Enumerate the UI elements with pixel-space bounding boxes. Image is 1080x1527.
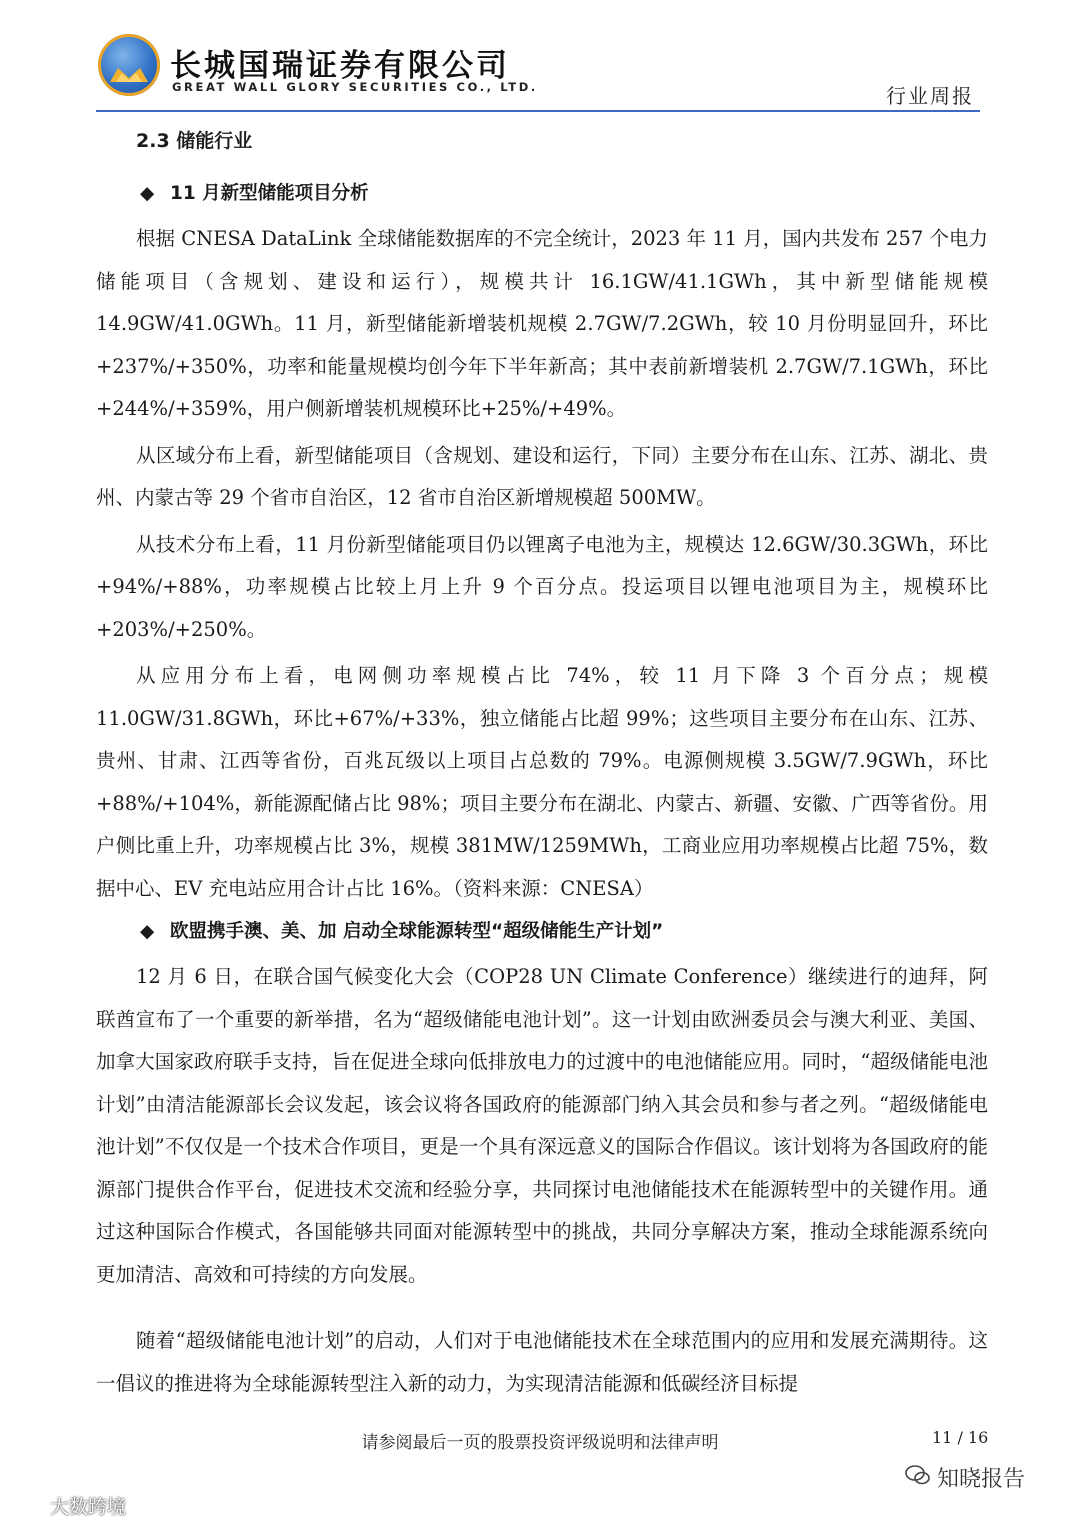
section-title: 2.3 储能行业 [136, 130, 253, 152]
footer-disclaimer: 请参阅最后一页的股票投资评级说明和法律声明 [361, 1433, 719, 1453]
header-divider [96, 110, 980, 112]
page-header [0, 0, 1080, 120]
company-name-cn: 长城国瑞证券有限公司 [170, 48, 510, 84]
diamond-bullet-icon: ◆ [140, 183, 155, 204]
watermark-right [905, 1462, 1025, 1493]
wechat-icon [905, 1464, 931, 1492]
subhead-eu-plan [140, 916, 988, 948]
paragraph: 从技术分布上看，11 月份新型储能项目仍以锂离子电池为主，规模达 12.6GW/30.3GWh，环比+94%/+88%，功率规模占比较上月上升 9 个百分点。投运项目以锂电池项目为主，规模环比+203%/+250%。 [96, 532, 988, 641]
company-name-en: GREAT WALL GLORY SECURITIES CO., LTD. [172, 80, 538, 94]
brand-mark-icon [14, 1495, 44, 1518]
subhead-storage-projects [140, 178, 988, 210]
logo-emblem-icon [108, 64, 150, 84]
subhead-title: 11 月新型储能项目分析 [170, 183, 369, 204]
watermark-text: 大数跨境 [50, 1496, 127, 1518]
paragraph: 从应用分布上看，电网侧功率规模占比 74%，较 11 月下降 3 个百分点；规模 11.0GW/31.8GWh，环比+67%/+33%，独立储能占比超 99%；这些项目主要分布在山东、江苏、贵州、甘肃、江西等省份，百兆瓦级以上项目占总数的 79%。电源侧规模 3.5GW/7.9GWh，环比+88%/+104%，新能源配储占比 98%；项目主要分布在湖北、内蒙古、新疆、安徽、广西等省份。用户侧比重上升，功率规模占比 3%，规模 381MW/1259MWh，工商业应用功率规模占比超 75%，数据中心、EV 充电站应用合计占比 16%。（资料来源：CNESA） [96, 664, 988, 900]
paragraph: 12 月 6 日，在联合国气候变化大会（COP28 UN Climate Conference）继续进行的迪拜，阿联酋宣布了一个重要的新举措，名为“超级储能电池计划”。这一计划由欧洲委员会与澳大利亚、美国、加拿大国家政府联手支持，旨在促进全球向低排放电力的过渡中的电池储能应用。同时，“超级储能电池计划”由清洁能源部长会议发起，该会议将各国政府的能源部门纳入其会员和参与者之列。“超级储能电池计划”不仅仅是一个技术合作项目，更是一个具有深远意义的国际合作倡议。该计划将为各国政府的能源部门提供合作平台，促进技术交流和经验分享，共同探讨电池储能技术在能源转型中的关键作用。通过这种国际合作模式，各国能够共同面对能源转型中的挑战，共同分享解决方案，推动全球能源系统向更加清洁、高效和可持续的方向发展。 [96, 965, 988, 1286]
company-logo [98, 34, 160, 96]
watermark-left [14, 1492, 126, 1519]
paragraph: 根据 CNESA DataLink 全球储能数据库的不完全统计，2023 年 11 月，国内共发布 257 个电力储能项目（含规划、建设和运行），规模共计 16.1GW/41.1GWh，其中新型储能规模 14.9GW/41.0GWh。11 月，新型储能新增装机规模 2.7GW/7.2GWh，较 10 月份明显回升，环比+237%/+350%，功率和能量规模均创今年下半年新高；其中表前新增装机 2.7GW/7.1GWh，环比+244%/+359%，用户侧新增装机规模环比+25%/+49%。 [96, 227, 988, 420]
page-content [96, 116, 988, 1405]
report-type: 行业周报 [886, 84, 974, 108]
diamond-bullet-icon: ◆ [140, 921, 155, 942]
page-number: 11 / 16 [932, 1428, 989, 1447]
paragraph: 从区域分布上看，新型储能项目（含规划、建设和运行，下同）主要分布在山东、江苏、湖北、贵州、内蒙古等 29 个省市自治区，12 省市自治区新增规模超 500MW。 [96, 443, 988, 509]
paragraph: 随着“超级储能电池计划”的启动，人们对于电池储能技术在全球范围内的应用和发展充满期待。这一倡议的推进将为全球能源转型注入新的动力，为实现清洁能源和低碳经济目标提 [96, 1329, 988, 1395]
subhead-title: 欧盟携手澳、美、加 启动全球能源转型“超级储能生产计划” [170, 921, 664, 942]
watermark-text: 知晓报告 [937, 1467, 1026, 1492]
